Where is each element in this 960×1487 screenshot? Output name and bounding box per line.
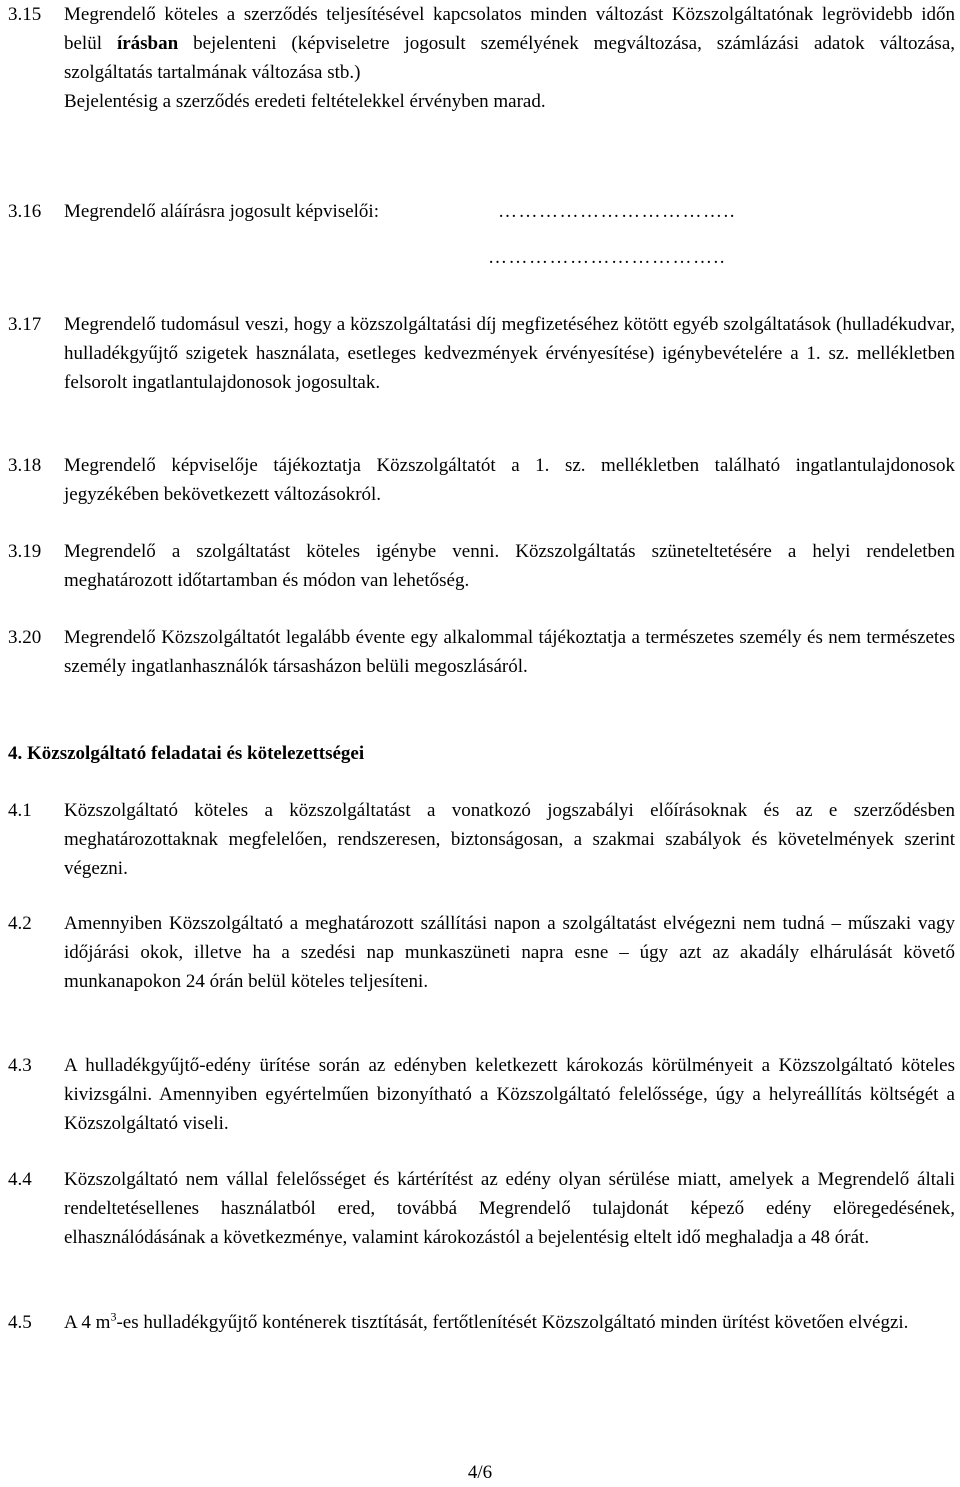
clause-text: A hulladékgyűjtő-edény ürítése során az edényben keletkezett károkozás körülményeit a Közszolgáltató köteles kivizsgálni. Amennyiben egyértelműen bizonyítható a Közszolgáltató felelőssége, úgy a helyreállítás költségét a Közszolgáltató viseli. [64,1055,955,1134]
clause-3-18 [8,451,955,509]
clause-number: 4.3 [8,1055,32,1076]
clause-number: 3.15 [8,4,42,25]
clause-4-5 [8,1308,955,1337]
clause-number: 3.17 [8,314,42,335]
clause-4-3 [8,1051,955,1138]
clause-text-part: A 4 m [64,1312,111,1333]
clause-text-part: Megrendelő köteles a szerződés teljesítésével kapcsolatos minden változást Közszolgáltatónak legrövidebb időn belül [64,4,955,54]
clause-text: Megrendelő a szolgáltatást köteles igénybe venni. Közszolgáltatás szüneteltetésére a helyi rendeletben meghatározott időtartamban és módon van lehetőség. [64,541,955,591]
clause-text: Amennyiben Közszolgáltató a meghatározott szállítási napon a szolgáltatást elvégezni nem tudná – műszaki vagy időjárási okok, illetve ha a szedési nap munkaszüneti napra esne – úgy azt az akadály elhárulását követő munkanapokon 24 órán belül köteles teljesíteni. [64,913,955,992]
emphasis-text: írásban [116,33,179,54]
clause-text [64,0,955,87]
clause-text: Megrendelő képviselője tájékoztatja Közszolgáltatót a 1. sz. mellékletben található ingatlantulajdonosok jegyzékében bekövetkezett változásokról. [64,455,955,505]
superscript: 3 [110,1309,117,1324]
clause-text: Megrendelő Közszolgáltatót legalább évente egy alkalommal tájékoztatja a természetes személy és nem természetes személy ingatlanhasználók társasházon belüli megoszlásáról. [64,627,955,677]
clause-number: 4.2 [8,913,32,934]
clause-text-row [64,197,955,226]
page-number: 4/6 [467,1462,493,1483]
clause-number: 4.5 [8,1312,32,1333]
clause-text-part: bejelenteni (képviseletre jogosult személyének megváltozása, számlázási adatok változása, szolgáltatás tartalmának változása stb.) [64,33,956,83]
clause-3-16 [8,197,955,272]
clause-text: Közszolgáltató köteles a közszolgáltatást a vonatkozó jogszabályi előírásoknak és az e szerződésben meghatározottaknak megfelelően, rendszeresen, biztonságosan, a szakmai szabályok és követelmények szerint végezni. [64,800,955,879]
clause-text: Közszolgáltató nem vállal felelősséget és kártérítést az edény olyan sérülése miatt, amelyek a Megrendelő általi rendeltetésellenes használatból ered, továbbá Megrendelő tulajdonát képező edény elöregedésének, elhasználódásának a következménye, valamint károkozástól a bejelentésig eltelt idő meghaladja a 48 órát. [64,1169,955,1248]
clause-number: 3.19 [8,541,42,562]
clause-number: 3.16 [8,201,42,222]
signatory-blank-line: …………………………….. [498,201,736,222]
clause-3-17 [8,310,955,397]
clause-text-continued: Bejelentésig a szerződés eredeti feltételekkel érvényben marad. [64,91,546,112]
clause-number: 3.18 [8,455,42,476]
signatory-blank-line: …………………………….. [488,247,726,268]
clause-number: 4.1 [8,800,32,821]
clause-text: Megrendelő aláírásra jogosult képviselői: [64,201,379,222]
clause-4-2 [8,909,955,996]
clause-3-15 [8,0,955,116]
clause-4-1 [8,796,955,883]
section-heading: 4. Közszolgáltató feladatai és kötelezettségei [8,743,365,764]
clause-3-19 [8,537,955,595]
clause-4-4 [8,1165,955,1252]
clause-text-part: -es hulladékgyűjtő konténerek tisztítását, fertőtlenítését Közszolgáltató minden ürítést követően elvégzi. [116,1312,909,1333]
clause-number: 3.20 [8,627,42,648]
clause-text: Megrendelő tudomásul veszi, hogy a közszolgáltatási díj megfizetéséhez kötött egyéb szolgáltatások (hulladékudvar, hulladékgyűjtő szigetek használata, esetleges kedvezmények érvényesítése) igénybevételére a 1. sz. mellékletben felsorolt ingatlantulajdonosok jogosultak. [64,314,955,393]
clause-number: 4.4 [8,1169,32,1190]
clause-3-20 [8,623,955,681]
clause-text [64,1308,955,1337]
dotted-row [64,243,955,272]
